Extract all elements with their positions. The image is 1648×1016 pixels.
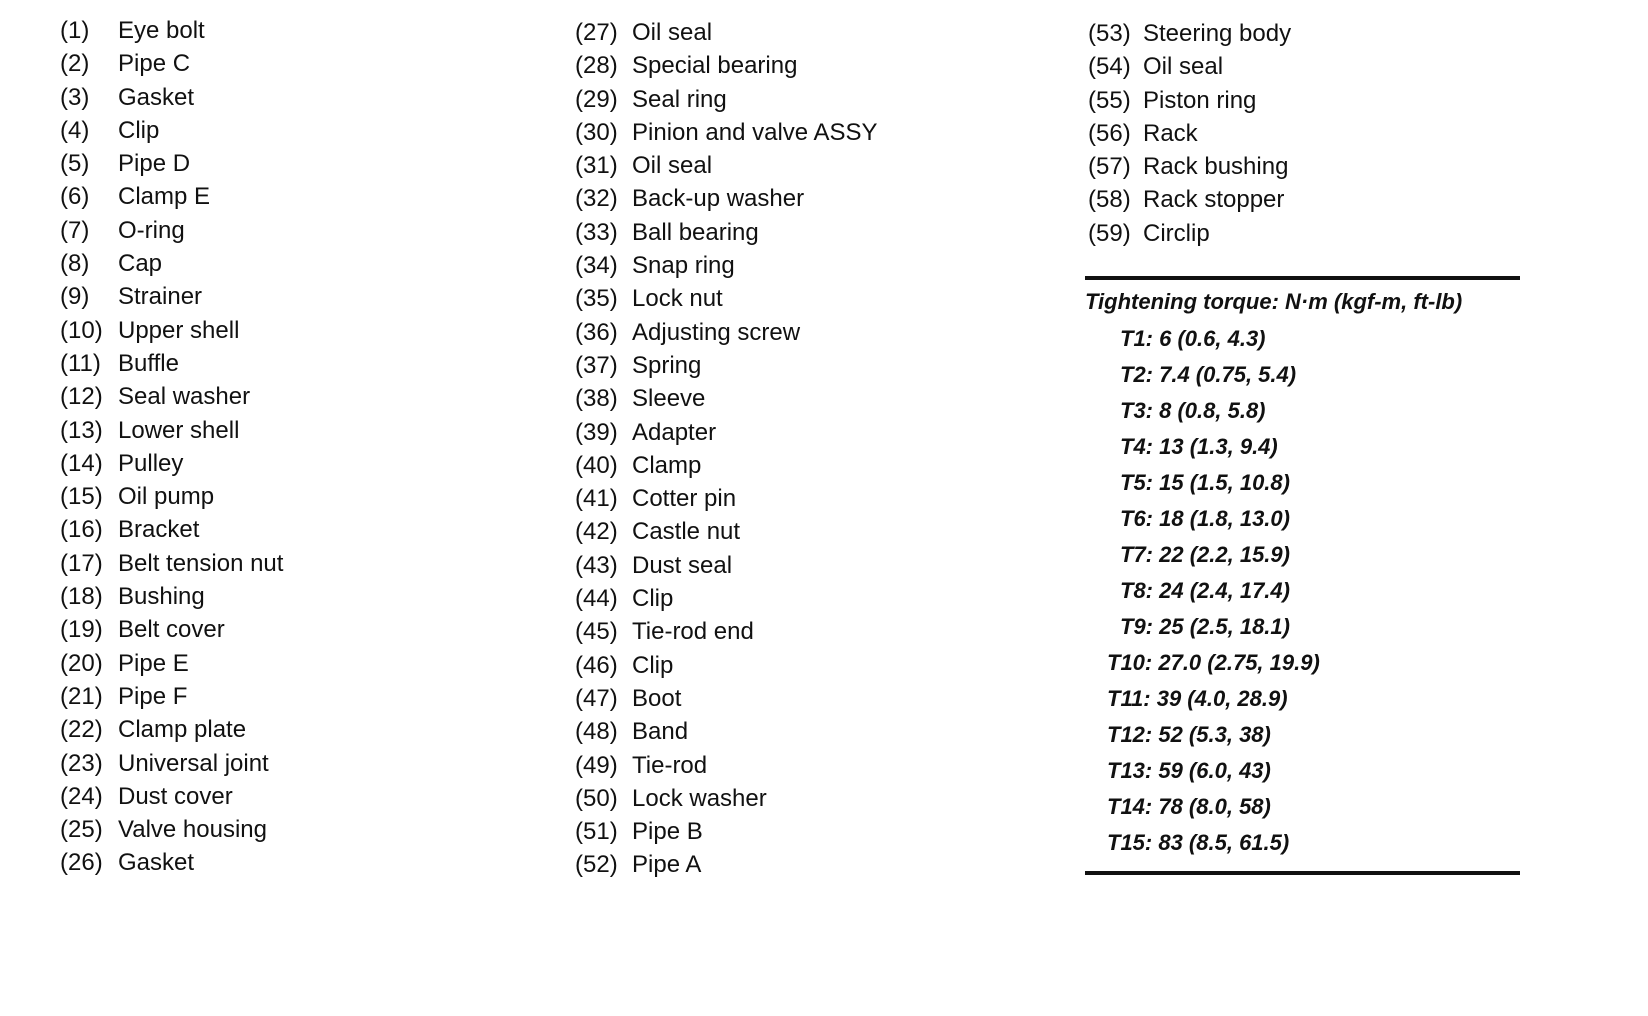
part-list-item (1088, 150, 1291, 183)
torque-value: T5: 15 (1.5, 10.8) (1120, 470, 1290, 495)
part-name: Upper shell (118, 316, 240, 344)
part-name: Clamp (632, 451, 702, 479)
torque-value: T15: 83 (8.5, 61.5) (1107, 830, 1290, 855)
part-name: Clip (632, 651, 674, 679)
part-list-item (60, 513, 283, 546)
part-number: (58) (1088, 186, 1131, 214)
part-name: Pipe F (118, 682, 188, 710)
part-list-item (575, 615, 878, 648)
part-number: (3) (60, 83, 90, 111)
part-name: Clip (632, 585, 674, 613)
part-list-item (575, 782, 878, 815)
part-number: (9) (60, 283, 90, 311)
part-number: (27) (575, 19, 618, 46)
part-number: (7) (60, 216, 90, 244)
part-list-item (60, 547, 283, 580)
part-number: (35) (575, 285, 618, 313)
part-number: (10) (60, 316, 103, 344)
part-list-item (575, 249, 878, 282)
part-number: (32) (575, 185, 618, 213)
part-list-item (60, 414, 283, 447)
part-name: Clip (118, 116, 160, 144)
part-list-item (575, 282, 878, 315)
part-list-item (60, 813, 283, 846)
part-name: Pinion and valve ASSY (632, 118, 878, 146)
part-name: Snap ring (632, 252, 735, 280)
part-number: (45) (575, 618, 618, 646)
part-list-item (575, 582, 878, 615)
part-list-item (60, 480, 283, 513)
part-number: (19) (60, 616, 103, 644)
part-number: (14) (60, 449, 103, 477)
part-name: Pipe A (632, 851, 702, 879)
part-name: Boot (632, 684, 682, 712)
part-name: Ball bearing (632, 218, 759, 246)
part-name: Lower shell (118, 416, 240, 444)
part-list-item (1088, 117, 1291, 150)
part-list-item (1088, 183, 1291, 216)
part-list-item (60, 846, 283, 879)
part-list-item (575, 83, 878, 116)
part-number: (56) (1088, 119, 1131, 147)
part-name: Rack stopper (1143, 186, 1285, 214)
part-number: (49) (575, 751, 618, 779)
part-number: (20) (60, 649, 103, 677)
part-list-item (60, 713, 283, 746)
part-number: (30) (575, 118, 618, 146)
part-number: (38) (575, 385, 618, 413)
torque-value: T8: 24 (2.4, 17.4) (1120, 578, 1290, 603)
part-list-item (60, 214, 283, 247)
part-number: (42) (575, 518, 618, 546)
part-name: Buffle (118, 349, 179, 377)
part-list-item (575, 149, 878, 182)
part-list-item (575, 316, 878, 349)
torque-value: T10: 27.0 (2.75, 19.9) (1107, 650, 1320, 675)
part-list-item (575, 815, 878, 848)
part-list-item (60, 14, 283, 47)
top-rule (1085, 276, 1520, 280)
part-number: (8) (60, 250, 90, 278)
part-list-item (60, 280, 283, 313)
part-list-item (60, 247, 283, 280)
part-list-item (60, 580, 283, 613)
torque-list (1085, 321, 1520, 861)
part-number: (36) (575, 318, 618, 346)
part-list-item (60, 780, 283, 813)
part-name: Oil pump (118, 483, 215, 511)
part-list-item (575, 482, 878, 515)
part-name: Oil seal (1143, 53, 1224, 81)
part-name: Bushing (118, 583, 205, 611)
part-name: Oil seal (632, 19, 713, 46)
part-list-item (575, 49, 878, 82)
torque-value: T4: 13 (1.3, 9.4) (1120, 434, 1278, 459)
part-number: (13) (60, 416, 103, 444)
part-number: (23) (60, 749, 103, 777)
part-name: Pipe C (118, 50, 191, 78)
part-name: Belt tension nut (118, 549, 284, 577)
part-list-item (575, 449, 878, 482)
part-name: Tie-rod end (632, 618, 754, 646)
part-name: Cotter pin (632, 485, 737, 513)
part-list-item (1088, 217, 1291, 250)
part-name: Adapter (632, 418, 717, 446)
torque-heading: Tightening torque: N·m (kgf-m, ft-lb) (1085, 289, 1463, 314)
part-number: (34) (575, 252, 618, 280)
part-list-item (575, 649, 878, 682)
part-list-item (575, 416, 878, 449)
part-number: (48) (575, 718, 618, 746)
parts-list-column-2 (575, 16, 878, 882)
part-list-item (60, 747, 283, 780)
part-list-item (60, 647, 283, 680)
part-list-item (575, 216, 878, 249)
torque-value: T13: 59 (6.0, 43) (1107, 758, 1271, 783)
part-number: (46) (575, 651, 618, 679)
part-number: (57) (1088, 153, 1131, 181)
part-name: Spring (632, 351, 702, 379)
part-number: (43) (575, 551, 618, 579)
part-number: (5) (60, 150, 90, 178)
part-list-item (60, 147, 283, 180)
part-name: Strainer (118, 283, 203, 311)
part-name: Belt cover (118, 616, 225, 644)
part-name: Universal joint (118, 749, 269, 777)
part-name: Pipe E (118, 649, 189, 677)
part-name: Circlip (1143, 219, 1210, 247)
part-number: (25) (60, 816, 103, 844)
part-number: (51) (575, 818, 618, 846)
part-name: Adjusting screw (632, 318, 801, 346)
part-list-item (1088, 50, 1291, 83)
part-name: Steering body (1143, 20, 1292, 47)
part-list-item (575, 182, 878, 215)
part-list-item (575, 116, 878, 149)
part-name: Bracket (118, 516, 200, 544)
part-number: (21) (60, 682, 103, 710)
bottom-rule (1085, 871, 1520, 875)
part-list-item (60, 114, 283, 147)
part-number: (24) (60, 782, 103, 810)
part-number: (52) (575, 851, 618, 879)
part-name: Valve housing (118, 816, 267, 844)
part-number: (55) (1088, 86, 1131, 114)
part-name: Castle nut (632, 518, 741, 546)
part-list-item (60, 347, 283, 380)
part-list-item (575, 515, 878, 548)
part-number: (41) (575, 485, 618, 513)
part-name: Oil seal (632, 152, 713, 180)
part-list-item (60, 447, 283, 480)
part-number: (33) (575, 218, 618, 246)
part-list-item (575, 715, 878, 748)
part-name: Back-up washer (632, 185, 805, 213)
part-number: (50) (575, 784, 618, 812)
torque-value: T12: 52 (5.3, 38) (1107, 722, 1271, 747)
part-name: O-ring (118, 216, 185, 244)
torque-value: T6: 18 (1.8, 13.0) (1120, 506, 1290, 531)
part-number: (53) (1088, 20, 1131, 47)
tightening-torque-table (1085, 276, 1520, 875)
part-list-item (575, 349, 878, 382)
part-number: (47) (575, 684, 618, 712)
part-number: (15) (60, 483, 103, 511)
part-name: Seal ring (632, 85, 727, 113)
part-name: Lock washer (632, 784, 767, 812)
part-name: Pipe D (118, 150, 191, 178)
part-list-item (575, 382, 878, 415)
part-name: Dust cover (118, 782, 233, 810)
torque-value: T2: 7.4 (0.75, 5.4) (1120, 362, 1297, 387)
part-name: Lock nut (632, 285, 723, 313)
part-name: Rack (1143, 119, 1198, 147)
part-number: (54) (1088, 53, 1131, 81)
part-number: (59) (1088, 219, 1131, 247)
part-number: (6) (60, 183, 90, 211)
part-number: (28) (575, 52, 618, 80)
part-number: (18) (60, 583, 103, 611)
parts-list-column-1 (60, 14, 283, 880)
part-number: (37) (575, 351, 618, 379)
part-list-item (60, 680, 283, 713)
part-name: Seal washer (118, 383, 251, 411)
part-number: (12) (60, 383, 103, 411)
torque-value: T11: 39 (4.0, 28.9) (1107, 686, 1288, 711)
part-name: Tie-rod (632, 751, 708, 779)
part-list-item (60, 180, 283, 213)
part-list-item (1088, 17, 1291, 50)
part-name: Clamp E (118, 183, 211, 211)
part-name: Pulley (118, 449, 184, 477)
part-number: (26) (60, 849, 103, 877)
part-list-item (60, 81, 283, 114)
part-name: Sleeve (632, 385, 706, 413)
part-name: Piston ring (1143, 86, 1257, 114)
part-name: Dust seal (632, 551, 733, 579)
part-name: Cap (118, 250, 163, 278)
part-name: Special bearing (632, 52, 798, 80)
part-number: (40) (575, 451, 618, 479)
torque-value: T1: 6 (0.6, 4.3) (1120, 326, 1266, 351)
part-list-item (1088, 84, 1291, 117)
torque-value: T14: 78 (8.0, 58) (1107, 794, 1271, 819)
torque-value: T9: 25 (2.5, 18.1) (1120, 614, 1290, 639)
parts-list-column-3 (1088, 17, 1291, 250)
part-name: Gasket (118, 849, 195, 877)
part-list-item (575, 848, 878, 881)
torque-value: T7: 22 (2.2, 15.9) (1120, 542, 1290, 567)
part-name: Band (632, 718, 689, 746)
part-list-item (575, 682, 878, 715)
part-number: (2) (60, 50, 90, 78)
part-name: Pipe B (632, 818, 703, 846)
part-number: (11) (60, 349, 101, 377)
part-list-item (575, 749, 878, 782)
part-number: (29) (575, 85, 618, 113)
part-name: Rack bushing (1143, 153, 1289, 181)
part-number: (1) (60, 17, 90, 44)
part-list-item (60, 613, 283, 646)
part-list-item (60, 314, 283, 347)
part-number: (17) (60, 549, 103, 577)
part-list-item (60, 47, 283, 80)
part-number: (16) (60, 516, 103, 544)
part-number: (44) (575, 585, 618, 613)
part-list-item (575, 16, 878, 49)
part-list-item (60, 380, 283, 413)
part-number: (31) (575, 152, 618, 180)
part-number: (4) (60, 116, 90, 144)
part-name: Gasket (118, 83, 195, 111)
part-number: (39) (575, 418, 618, 446)
part-list-item (575, 549, 878, 582)
part-number: (22) (60, 716, 103, 744)
part-name: Clamp plate (118, 716, 247, 744)
torque-value: T3: 8 (0.8, 5.8) (1120, 398, 1266, 423)
part-name: Eye bolt (118, 17, 205, 44)
